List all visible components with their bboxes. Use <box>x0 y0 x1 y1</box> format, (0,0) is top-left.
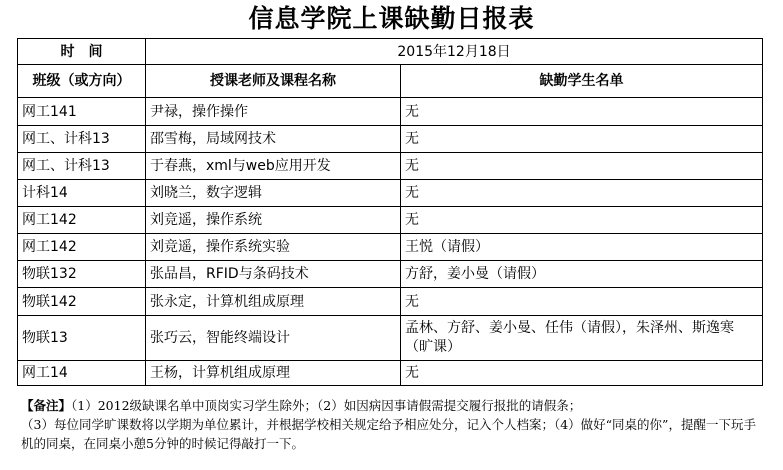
absent-cell[interactable]: 无 <box>401 153 763 180</box>
table-row <box>18 207 763 234</box>
absent-cell[interactable]: 孟林、方舒、姜小曼、任伟（请假），朱泽州、斯逸寒（旷课） <box>401 316 763 361</box>
teacher-course-cell[interactable]: 邵雪梅，局域网技术 <box>146 126 401 153</box>
report-date[interactable]: 2015年12月18日 <box>146 39 763 65</box>
notes-label: 【备注】 <box>21 398 72 413</box>
header-absent: 缺勤学生名单 <box>401 65 763 98</box>
absent-cell[interactable]: 无 <box>401 288 763 316</box>
teacher-course-cell[interactable]: 刘竞遥，操作系统实验 <box>146 234 401 261</box>
class-cell[interactable]: 物联13 <box>18 316 146 361</box>
date-row <box>18 39 763 65</box>
header-row <box>18 65 763 98</box>
teacher-course-cell[interactable]: 刘晓兰，数字逻辑 <box>146 180 401 207</box>
class-cell[interactable]: 网工142 <box>18 234 146 261</box>
teacher-course-cell[interactable]: 于春燕，xml与web应用开发 <box>146 153 401 180</box>
notes-text-1: （1）2012级缺课名单中顶岗实习学生除外；（2）如因病因事请假需提交履行报批的请假条； <box>71 398 582 413</box>
table-row <box>18 316 763 361</box>
table-row <box>18 234 763 261</box>
absent-cell[interactable]: 无 <box>401 98 763 126</box>
teacher-course-cell[interactable]: 张巧云，智能终端设计 <box>146 316 401 361</box>
table-row <box>18 98 763 126</box>
absent-cell[interactable]: 方舒，姜小曼（请假） <box>401 261 763 288</box>
table-row <box>18 261 763 288</box>
report-title: 信息学院上课缺勤日报表 <box>248 4 535 33</box>
teacher-course-cell[interactable]: 王杨，计算机组成原理 <box>146 361 401 386</box>
teacher-course-cell[interactable]: 张品昌，RFID与条码技术 <box>146 261 401 288</box>
class-cell[interactable]: 网工、计科13 <box>18 126 146 153</box>
absent-cell[interactable]: 王悦（请假） <box>401 234 763 261</box>
teacher-course-cell[interactable]: 张永定，计算机组成原理 <box>146 288 401 316</box>
class-cell[interactable]: 计科14 <box>18 180 146 207</box>
notes-line-1 <box>21 396 761 415</box>
teacher-course-cell[interactable]: 尹禄，操作操作 <box>146 98 401 126</box>
teacher-course-cell[interactable]: 刘竞遥，操作系统 <box>146 207 401 234</box>
class-cell[interactable]: 物联132 <box>18 261 146 288</box>
table-row <box>18 153 763 180</box>
class-cell[interactable]: 物联142 <box>18 288 146 316</box>
attendance-table <box>17 38 763 386</box>
absent-cell[interactable]: 无 <box>401 361 763 386</box>
time-label: 时 间 <box>18 39 146 65</box>
table-row <box>18 126 763 153</box>
class-cell[interactable]: 网工142 <box>18 207 146 234</box>
class-cell[interactable]: 网工、计科13 <box>18 153 146 180</box>
absent-cell[interactable]: 无 <box>401 126 763 153</box>
notes-line-2: （3）每位同学旷课数将以学期为单位累计，并根据学校相关规定给予相应处分，记入个人档案；（4）做好“同桌的你”，提醒一下玩手机的同桌，在同桌小憩5分钟的时候记得敲打一下。 <box>21 417 756 451</box>
class-cell[interactable]: 网工14 <box>18 361 146 386</box>
notes-section <box>21 396 761 453</box>
table-row <box>18 180 763 207</box>
absent-cell[interactable]: 无 <box>401 180 763 207</box>
header-class: 班级（或方向） <box>18 65 146 98</box>
absent-cell[interactable]: 无 <box>401 207 763 234</box>
class-cell[interactable]: 网工141 <box>18 98 146 126</box>
table-row <box>18 361 763 386</box>
table-row <box>18 288 763 316</box>
header-teacher-course: 授课老师及课程名称 <box>146 65 401 98</box>
